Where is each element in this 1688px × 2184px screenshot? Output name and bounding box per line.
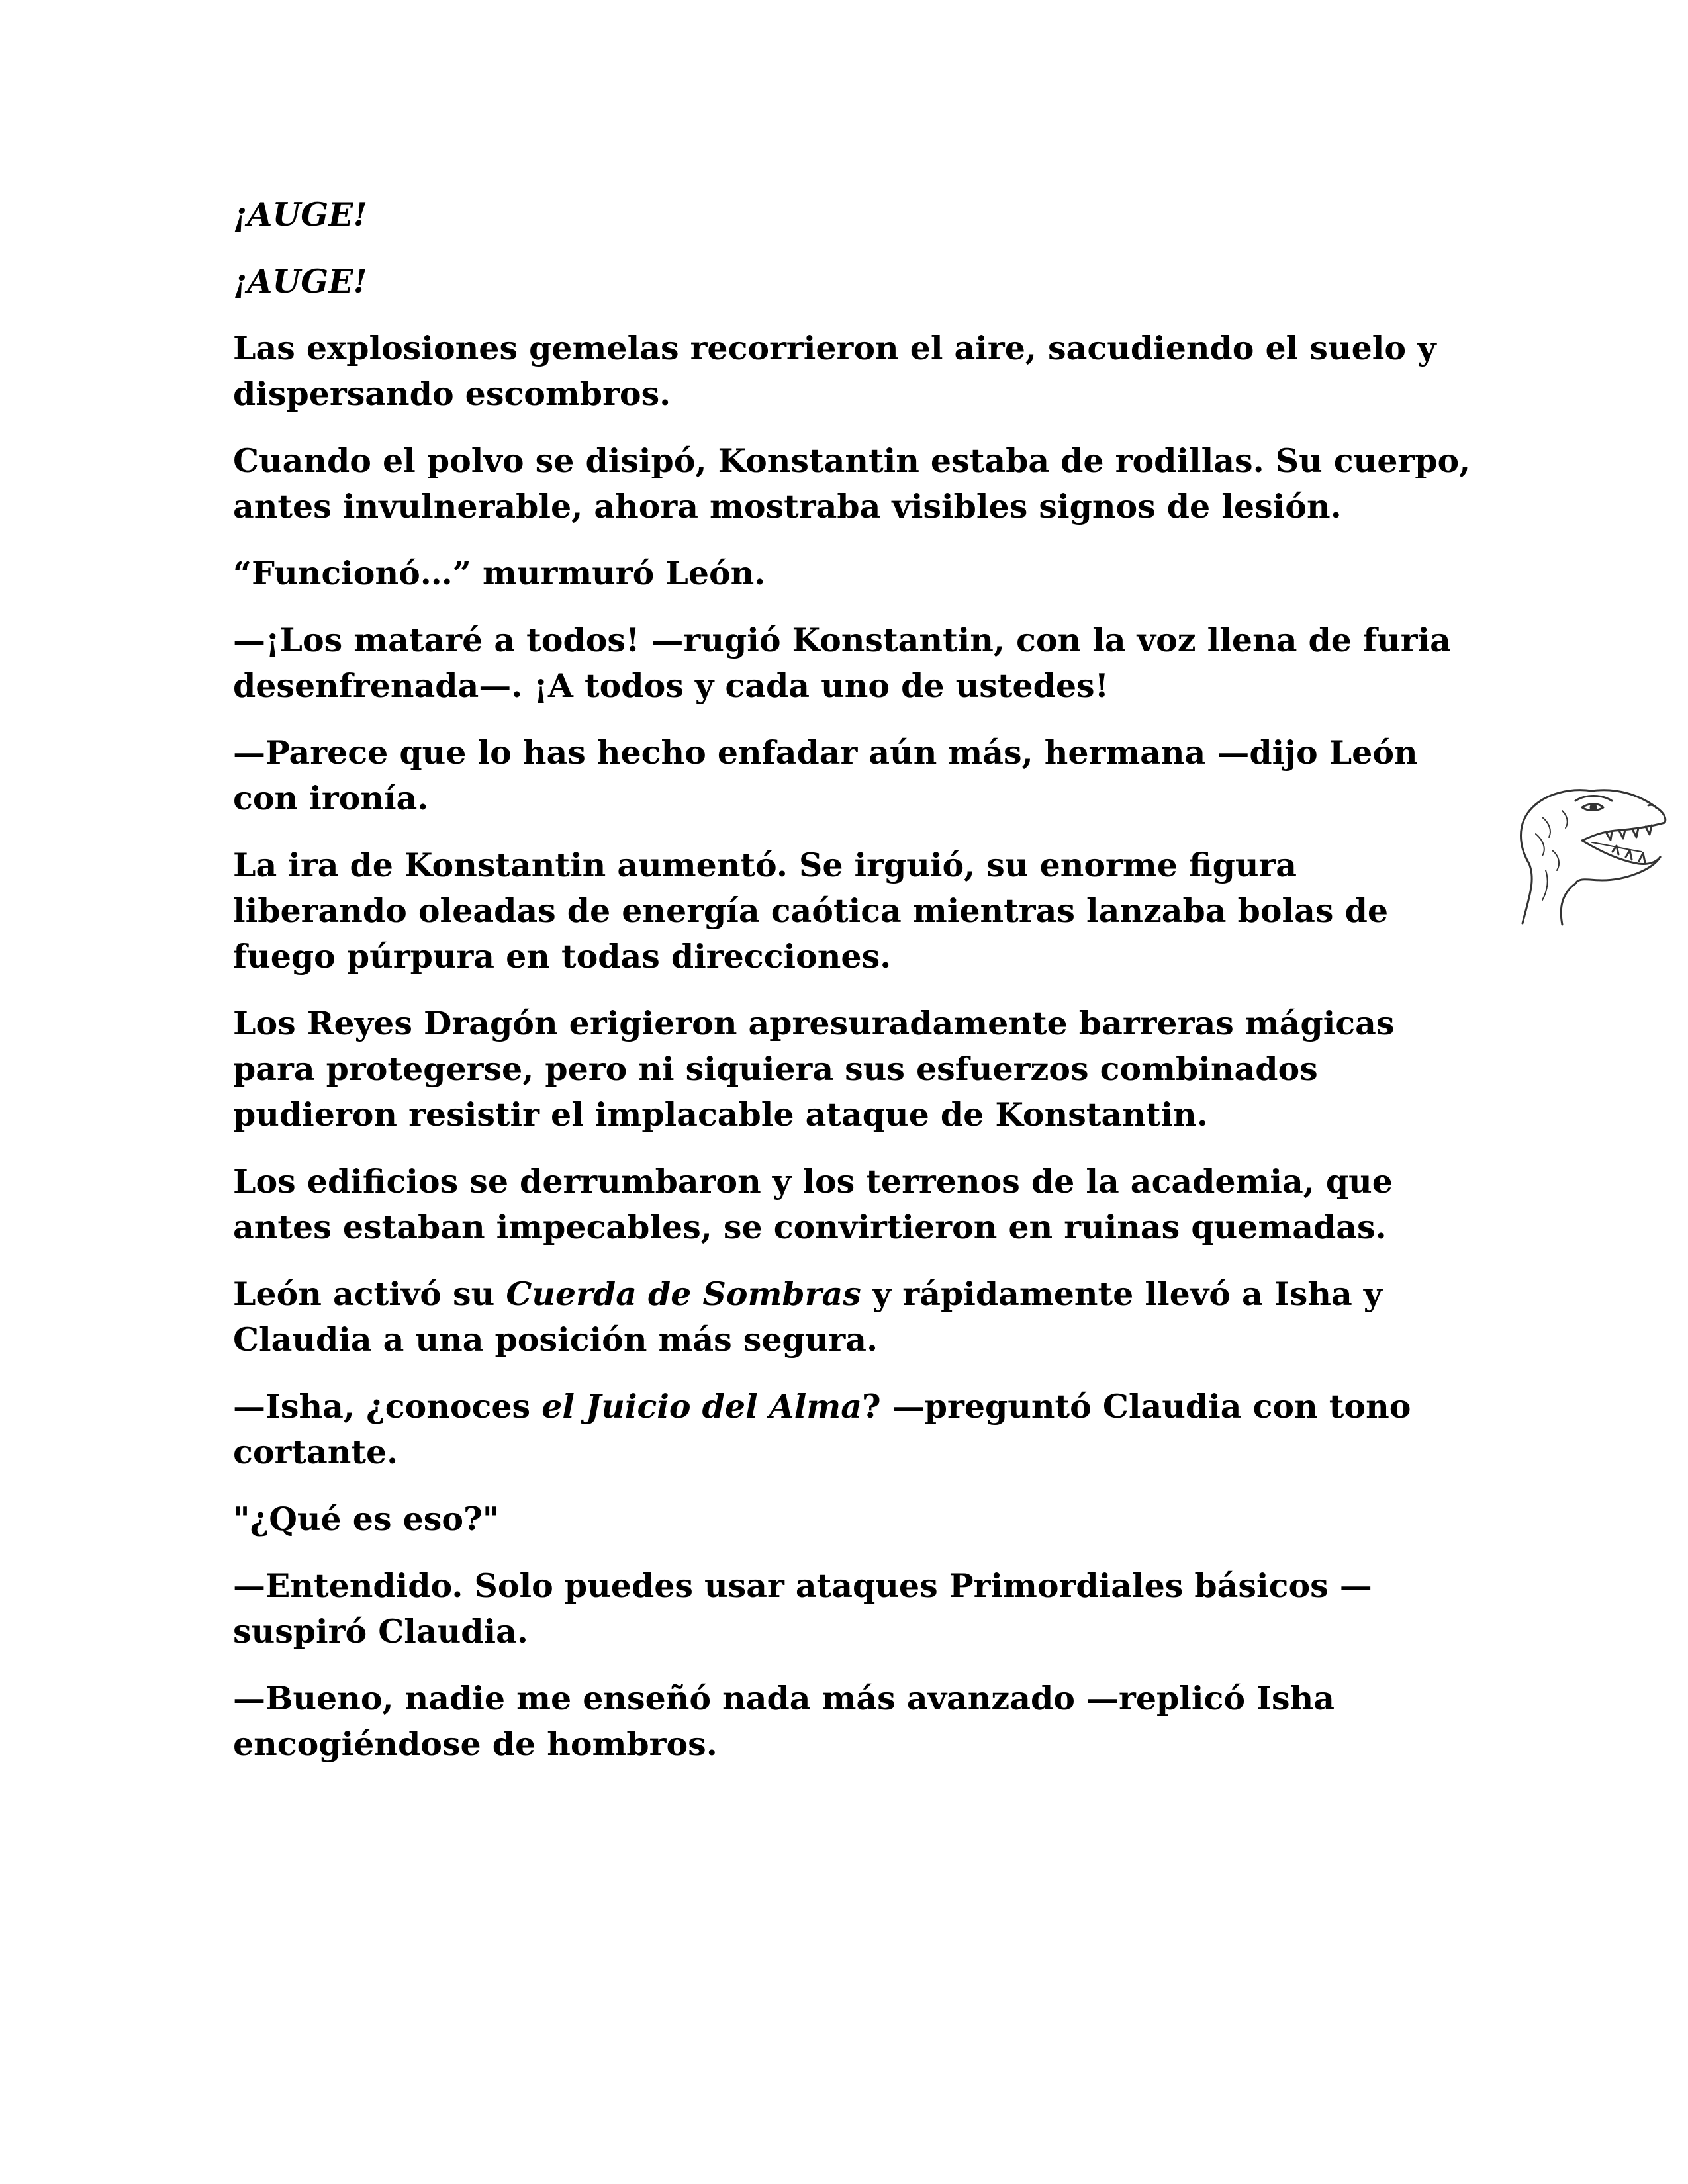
paragraph-4 [233,438,1477,529]
paragraph-text: —¡Los mataré a todos! —rugió Konstantin, con la voz llena de furia desenfrenada—. ¡A todos y cada uno de ustedes! [233,621,1451,705]
ability-name: el Juicio del Alma [541,1387,863,1426]
paragraph-text: Cuando el polvo se disipó, Konstantin estaba de rodillas. Su cuerpo, antes invulnerable, ahora mostraba visibles signos de lesión. [233,441,1471,525]
paragraph-11 [233,1271,1477,1363]
paragraph-text: Los Reyes Dragón erigieron apresuradamente barreras mágicas para protegerse, pero ni siquiera sus esfuerzos combinados pudieron resistir el implacable ataque de Konstantin. [233,1004,1395,1134]
ability-name: Cuerda de Sombras [506,1275,861,1313]
sound-effect: ¡AUGE! [233,262,367,300]
paragraph-text: León activó su [233,1275,506,1313]
sound-effect: ¡AUGE! [233,195,367,234]
dinosaur-head-sketch-icon [1483,771,1675,927]
paragraph-text: —Parece que lo has hecho enfadar aún más, hermana —dijo León con ironía. [233,733,1418,817]
paragraph-3 [233,326,1477,417]
paragraph-text: y rápidamente llevó a Isha y Claudia a una posición más segura. [233,1275,1383,1359]
paragraph-10 [233,1159,1477,1250]
paragraph-text: La ira de Konstantin aumentó. Se irguió, su enorme figura liberando oleadas de energía caótica mientras lanzaba bolas de fuego púrpura en todas direcciones. [233,846,1389,976]
paragraph-7 [233,730,1477,821]
paragraph-text: Los edificios se derrumbaron y los terrenos de la academia, que antes estaban impecables, se convirtieron en ruinas quemadas. [233,1162,1393,1246]
paragraph-text: "¿Qué es eso?" [233,1500,500,1538]
paragraph-15 [233,1676,1477,1767]
paragraph-text: Las explosiones gemelas recorrieron el aire, sacudiendo el suelo y dispersando escombros. [233,329,1436,413]
paragraph-text: —Bueno, nadie me enseñó nada más avanzado —replicó Isha encogiéndose de hombros. [233,1679,1335,1763]
paragraph-14 [233,1563,1477,1655]
paragraph-6 [233,617,1477,709]
paragraph-12 [233,1384,1477,1475]
paragraph-5 [233,551,1477,596]
paragraph-1 [233,192,1477,238]
paragraph-2 [233,259,1477,304]
paragraph-13 [233,1496,1477,1542]
paragraph-text: —Entendido. Solo puedes usar ataques Primordiales básicos —suspiró Claudia. [233,1567,1372,1651]
paragraph-text: ? —preguntó Claudia con tono cortante. [233,1387,1411,1471]
story-text [233,192,1477,1788]
paragraph-text: “Funcionó…” murmuró León. [233,554,766,592]
paragraph-9 [233,1001,1477,1138]
paragraph-text: —Isha, ¿conoces [233,1387,542,1426]
paragraph-8 [233,842,1477,979]
